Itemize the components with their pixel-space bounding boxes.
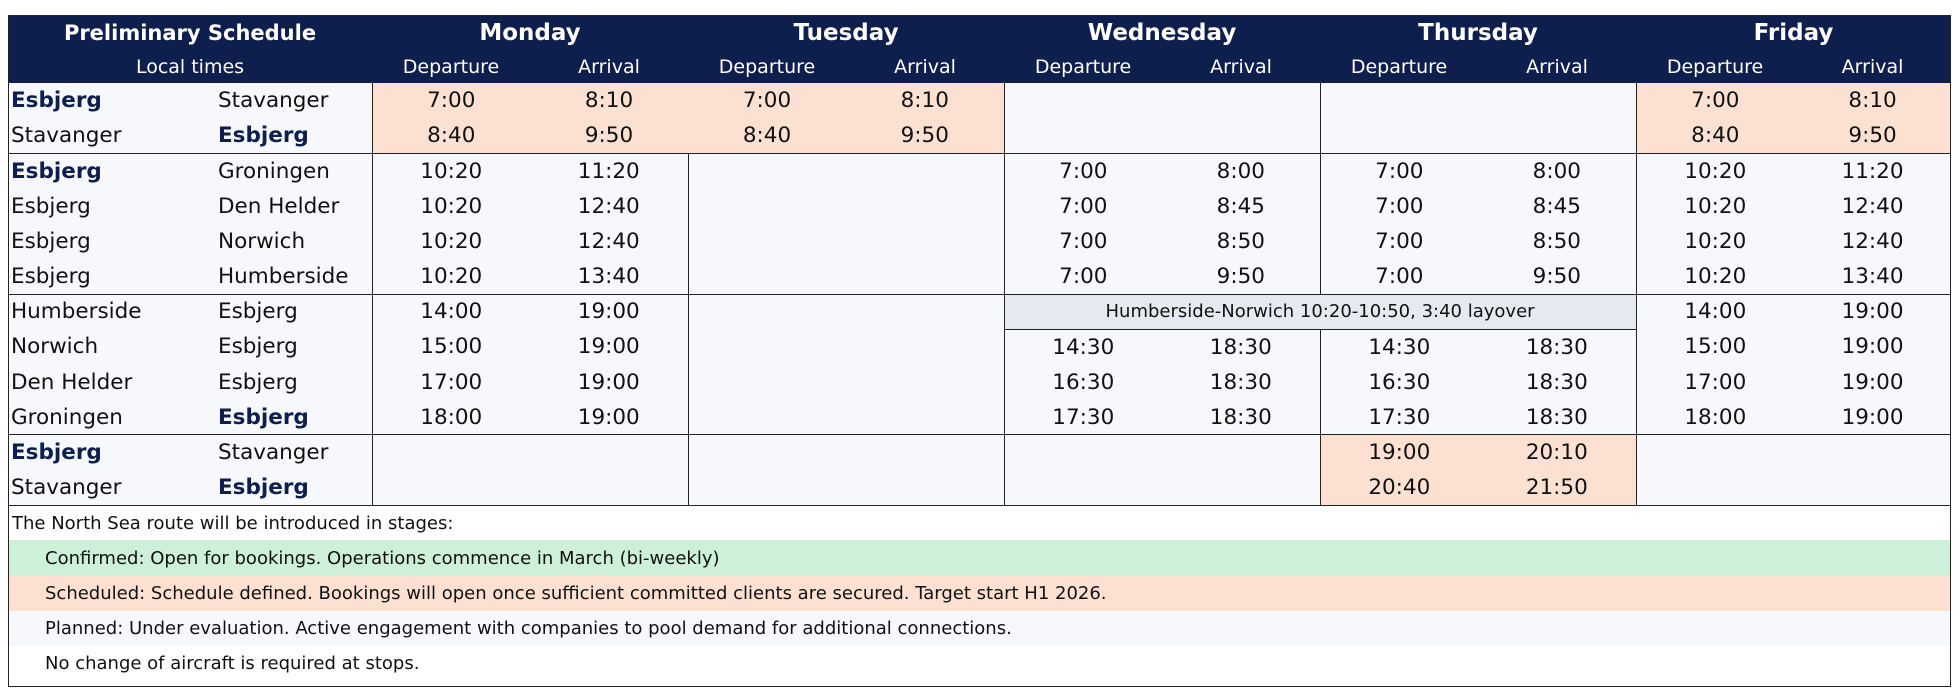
route-destination: Humberside bbox=[215, 259, 372, 294]
thu-departure bbox=[1320, 118, 1478, 153]
thu-arrival: 21:50 bbox=[1478, 470, 1636, 505]
route-destination: Esbjerg bbox=[215, 365, 372, 400]
thu-arrival: 18:30 bbox=[1478, 329, 1636, 364]
tue-arrival bbox=[846, 435, 1004, 470]
mon-departure: 8:40 bbox=[372, 118, 530, 153]
tue-arrival: 9:50 bbox=[846, 118, 1004, 153]
day-thursday: Thursday bbox=[1320, 15, 1636, 50]
thu-arrival: 20:10 bbox=[1478, 435, 1636, 470]
arrival-header: Arrival bbox=[1794, 50, 1951, 83]
arrival-header: Arrival bbox=[1478, 50, 1636, 83]
route-origin: Esbjerg bbox=[8, 224, 215, 259]
thu-arrival: 18:30 bbox=[1478, 365, 1636, 400]
mon-departure: 7:00 bbox=[372, 83, 530, 118]
fri-arrival: 8:10 bbox=[1794, 83, 1951, 118]
fri-departure: 17:00 bbox=[1636, 365, 1794, 400]
fri-departure: 18:00 bbox=[1636, 400, 1794, 435]
thu-departure: 7:00 bbox=[1320, 224, 1478, 259]
table-row bbox=[8, 118, 1951, 153]
thu-departure: 7:00 bbox=[1320, 153, 1478, 188]
thu-departure: 17:30 bbox=[1320, 400, 1478, 435]
arrival-header: Arrival bbox=[530, 50, 688, 83]
thu-departure: 16:30 bbox=[1320, 365, 1478, 400]
mon-departure: 10:20 bbox=[372, 259, 530, 294]
route-destination: Esbjerg bbox=[215, 118, 372, 153]
fri-departure: 15:00 bbox=[1636, 329, 1794, 364]
table-row bbox=[8, 83, 1951, 118]
thu-arrival bbox=[1478, 83, 1636, 118]
layover-note: Humberside-Norwich 10:20-10:50, 3:40 layover bbox=[1004, 294, 1636, 329]
table-row bbox=[8, 189, 1951, 224]
route-destination: Stavanger bbox=[215, 435, 372, 470]
wed-departure: 7:00 bbox=[1004, 224, 1162, 259]
fri-departure: 10:20 bbox=[1636, 224, 1794, 259]
day-friday: Friday bbox=[1636, 15, 1951, 50]
day-wednesday: Wednesday bbox=[1004, 15, 1320, 50]
day-tuesday: Tuesday bbox=[688, 15, 1004, 50]
table-row bbox=[8, 400, 1951, 435]
route-origin: Stavanger bbox=[8, 118, 215, 153]
route-destination: Stavanger bbox=[215, 83, 372, 118]
mon-departure: 14:00 bbox=[372, 294, 530, 329]
thu-departure: 7:00 bbox=[1320, 259, 1478, 294]
mon-arrival: 12:40 bbox=[530, 189, 688, 224]
fri-arrival bbox=[1794, 470, 1951, 505]
fri-arrival: 19:00 bbox=[1794, 400, 1951, 435]
tue-departure bbox=[688, 365, 846, 400]
notes-intro: The North Sea route will be introduced in stages: bbox=[8, 505, 1951, 540]
wed-departure: 16:30 bbox=[1004, 365, 1162, 400]
wed-departure bbox=[1004, 118, 1162, 153]
thu-departure: 14:30 bbox=[1320, 329, 1478, 364]
wed-arrival: 18:30 bbox=[1162, 365, 1320, 400]
departure-header: Departure bbox=[688, 50, 846, 83]
fri-arrival bbox=[1794, 435, 1951, 470]
route-destination: Den Helder bbox=[215, 189, 372, 224]
mon-arrival: 9:50 bbox=[530, 118, 688, 153]
tue-arrival bbox=[846, 294, 1004, 329]
schedule-title: Preliminary Schedule bbox=[8, 15, 372, 50]
mon-departure: 10:20 bbox=[372, 224, 530, 259]
departure-header: Departure bbox=[372, 50, 530, 83]
wed-departure: 17:30 bbox=[1004, 400, 1162, 435]
mon-departure bbox=[372, 435, 530, 470]
route-destination: Esbjerg bbox=[215, 329, 372, 364]
wed-departure bbox=[1004, 83, 1162, 118]
table-row bbox=[8, 294, 1951, 329]
mon-arrival: 19:00 bbox=[530, 329, 688, 364]
tue-arrival bbox=[846, 224, 1004, 259]
route-origin: Esbjerg bbox=[8, 435, 215, 470]
legend-planned: Planned: Under evaluation. Active engagement with companies to pool demand for additional connections. bbox=[8, 611, 1951, 646]
tue-departure: 7:00 bbox=[688, 83, 846, 118]
route-origin: Stavanger bbox=[8, 470, 215, 505]
thu-departure: 7:00 bbox=[1320, 189, 1478, 224]
fri-arrival: 19:00 bbox=[1794, 294, 1951, 329]
mon-arrival: 19:00 bbox=[530, 400, 688, 435]
mon-arrival: 19:00 bbox=[530, 365, 688, 400]
day-monday: Monday bbox=[372, 15, 688, 50]
fri-departure: 10:20 bbox=[1636, 189, 1794, 224]
route-origin: Humberside bbox=[8, 294, 215, 329]
local-times-label: Local times bbox=[8, 50, 372, 83]
fri-departure: 14:00 bbox=[1636, 294, 1794, 329]
fri-departure: 7:00 bbox=[1636, 83, 1794, 118]
legend-confirmed-row bbox=[8, 540, 1951, 575]
wed-arrival: 18:30 bbox=[1162, 329, 1320, 364]
mon-departure: 10:20 bbox=[372, 189, 530, 224]
tue-arrival bbox=[846, 365, 1004, 400]
wed-arrival bbox=[1162, 470, 1320, 505]
fri-departure bbox=[1636, 435, 1794, 470]
route-destination: Esbjerg bbox=[215, 470, 372, 505]
route-destination: Esbjerg bbox=[215, 294, 372, 329]
thu-arrival: 18:30 bbox=[1478, 400, 1636, 435]
table-row bbox=[8, 259, 1951, 294]
header-sub-row bbox=[8, 50, 1951, 83]
legend-scheduled: Scheduled: Schedule defined. Bookings will open once sufficient committed clients are secured. Target start H1 2026. bbox=[8, 576, 1951, 611]
tue-departure bbox=[688, 400, 846, 435]
legend-scheduled-row bbox=[8, 576, 1951, 611]
tue-arrival bbox=[846, 400, 1004, 435]
wed-departure bbox=[1004, 470, 1162, 505]
wed-arrival: 8:50 bbox=[1162, 224, 1320, 259]
mon-departure: 17:00 bbox=[372, 365, 530, 400]
tue-departure bbox=[688, 153, 846, 188]
mon-arrival: 8:10 bbox=[530, 83, 688, 118]
tue-arrival bbox=[846, 259, 1004, 294]
thu-arrival: 8:00 bbox=[1478, 153, 1636, 188]
mon-arrival bbox=[530, 470, 688, 505]
wed-departure: 7:00 bbox=[1004, 259, 1162, 294]
route-origin: Esbjerg bbox=[8, 153, 215, 188]
tue-arrival bbox=[846, 153, 1004, 188]
tue-departure bbox=[688, 189, 846, 224]
route-origin: Norwich bbox=[8, 329, 215, 364]
table-row bbox=[8, 470, 1951, 505]
wed-arrival: 8:00 bbox=[1162, 153, 1320, 188]
header-days-row bbox=[8, 15, 1951, 50]
fri-arrival: 9:50 bbox=[1794, 118, 1951, 153]
schedule-table bbox=[8, 15, 1951, 681]
thu-arrival: 8:50 bbox=[1478, 224, 1636, 259]
wed-arrival bbox=[1162, 83, 1320, 118]
wed-arrival: 18:30 bbox=[1162, 400, 1320, 435]
table-row bbox=[8, 224, 1951, 259]
mon-departure: 18:00 bbox=[372, 400, 530, 435]
fri-arrival: 11:20 bbox=[1794, 153, 1951, 188]
arrival-header: Arrival bbox=[846, 50, 1004, 83]
tue-departure bbox=[688, 224, 846, 259]
thu-arrival: 8:45 bbox=[1478, 189, 1636, 224]
mon-arrival: 11:20 bbox=[530, 153, 688, 188]
wed-arrival: 9:50 bbox=[1162, 259, 1320, 294]
fri-arrival: 19:00 bbox=[1794, 329, 1951, 364]
table-row bbox=[8, 365, 1951, 400]
departure-header: Departure bbox=[1320, 50, 1478, 83]
tue-arrival: 8:10 bbox=[846, 83, 1004, 118]
no-aircraft-change-note: No change of aircraft is required at stops. bbox=[8, 646, 1951, 681]
fri-departure: 10:20 bbox=[1636, 259, 1794, 294]
no-change-row bbox=[8, 646, 1951, 681]
wed-departure bbox=[1004, 435, 1162, 470]
route-destination: Norwich bbox=[215, 224, 372, 259]
tue-departure bbox=[688, 294, 846, 329]
mon-departure: 15:00 bbox=[372, 329, 530, 364]
departure-header: Departure bbox=[1004, 50, 1162, 83]
legend-planned-row bbox=[8, 611, 1951, 646]
mon-arrival: 12:40 bbox=[530, 224, 688, 259]
wed-departure: 7:00 bbox=[1004, 189, 1162, 224]
thu-departure bbox=[1320, 83, 1478, 118]
route-destination: Esbjerg bbox=[215, 400, 372, 435]
wed-departure: 7:00 bbox=[1004, 153, 1162, 188]
arrival-header: Arrival bbox=[1162, 50, 1320, 83]
fri-departure: 8:40 bbox=[1636, 118, 1794, 153]
tue-arrival bbox=[846, 470, 1004, 505]
fri-arrival: 19:00 bbox=[1794, 365, 1951, 400]
table-row bbox=[8, 153, 1951, 188]
route-origin: Esbjerg bbox=[8, 83, 215, 118]
thu-arrival: 9:50 bbox=[1478, 259, 1636, 294]
mon-departure: 10:20 bbox=[372, 153, 530, 188]
table-row bbox=[8, 329, 1951, 364]
fri-departure bbox=[1636, 470, 1794, 505]
table-row bbox=[8, 435, 1951, 470]
wed-arrival bbox=[1162, 435, 1320, 470]
tue-departure bbox=[688, 329, 846, 364]
legend-confirmed: Confirmed: Open for bookings. Operations commence in March (bi-weekly) bbox=[8, 540, 1951, 575]
wed-arrival: 8:45 bbox=[1162, 189, 1320, 224]
tue-arrival bbox=[846, 329, 1004, 364]
thu-departure: 20:40 bbox=[1320, 470, 1478, 505]
mon-departure bbox=[372, 470, 530, 505]
mon-arrival bbox=[530, 435, 688, 470]
mon-arrival: 13:40 bbox=[530, 259, 688, 294]
fri-arrival: 13:40 bbox=[1794, 259, 1951, 294]
mon-arrival: 19:00 bbox=[530, 294, 688, 329]
tue-departure bbox=[688, 435, 846, 470]
route-destination: Groningen bbox=[215, 153, 372, 188]
fri-arrival: 12:40 bbox=[1794, 189, 1951, 224]
departure-header: Departure bbox=[1636, 50, 1794, 83]
route-origin: Esbjerg bbox=[8, 259, 215, 294]
tue-departure: 8:40 bbox=[688, 118, 846, 153]
tue-arrival bbox=[846, 189, 1004, 224]
route-origin: Esbjerg bbox=[8, 189, 215, 224]
thu-departure: 19:00 bbox=[1320, 435, 1478, 470]
route-origin: Den Helder bbox=[8, 365, 215, 400]
fri-departure: 10:20 bbox=[1636, 153, 1794, 188]
route-origin: Groningen bbox=[8, 400, 215, 435]
tue-departure bbox=[688, 470, 846, 505]
notes-intro-row bbox=[8, 505, 1951, 540]
wed-arrival bbox=[1162, 118, 1320, 153]
tue-departure bbox=[688, 259, 846, 294]
fri-arrival: 12:40 bbox=[1794, 224, 1951, 259]
thu-arrival bbox=[1478, 118, 1636, 153]
wed-departure: 14:30 bbox=[1004, 329, 1162, 364]
